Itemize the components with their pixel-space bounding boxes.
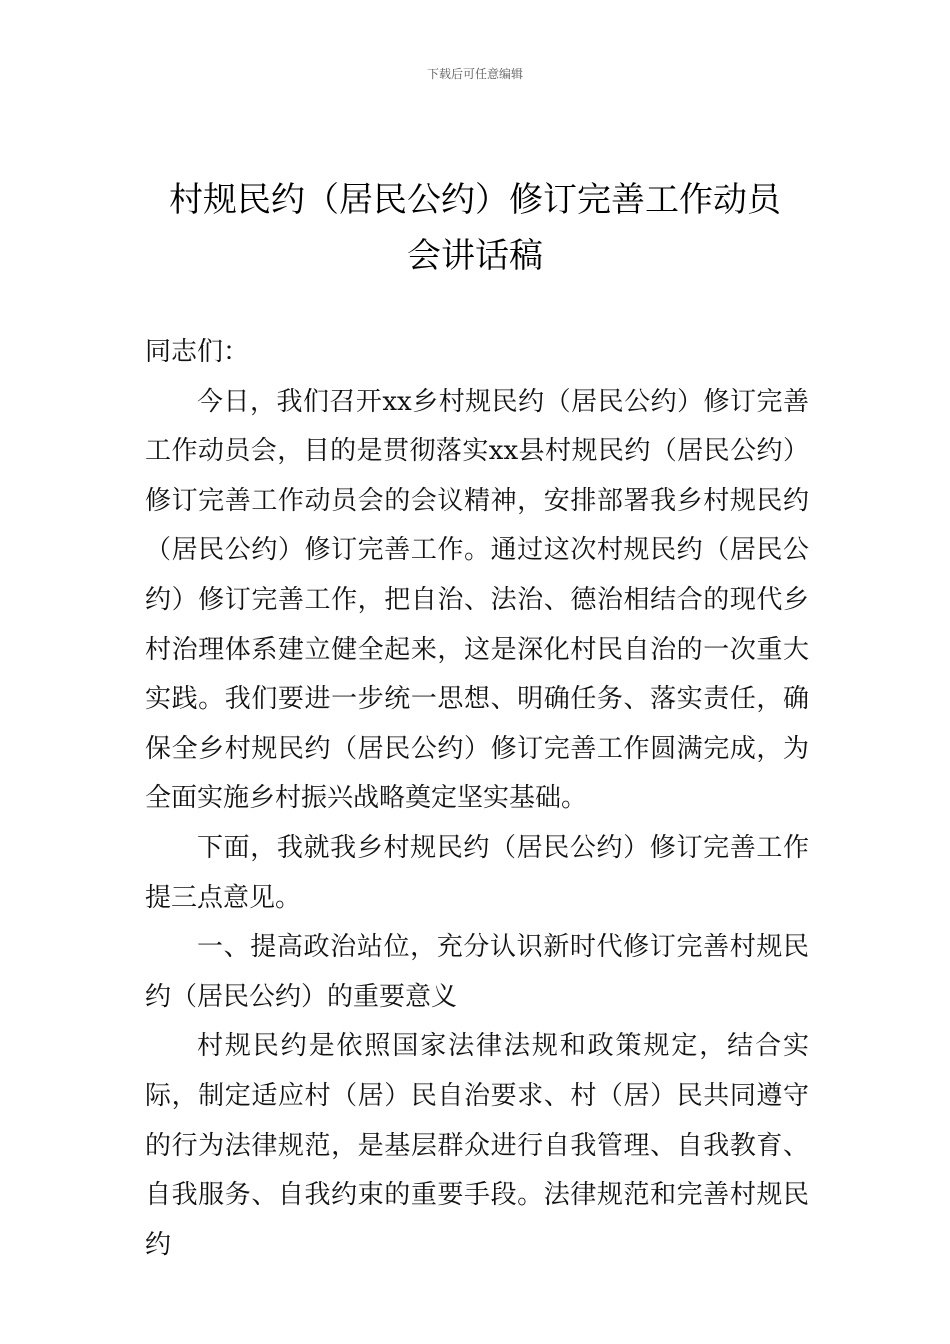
paragraph-2: 下面，我就我乡村规民约（居民公约）修订完善工作提三点意见。 (145, 832, 809, 913)
paragraph-1: 今日，我们召开xx乡村规民约（居民公约）修订完善工作动员会，目的是贯彻落实xx县村规民约（居民公约）修订完善工作动员会的会议精神，安排部署我乡村规民约（居民公约）修订完善工作。通过这次村规民约（居民公约）修订完善工作，把自治、法治、德治相结合的现代乡村治理体系建立健全起来，这是深化村民自治的一次重大实践。我们要进一步统一思想、明确任务、落实责任，确保全乡村规民约（居民公约）修订完善工作圆满完成，为全面实施乡村振兴战略奠定坚实基础。 (145, 386, 809, 814)
section-heading-1: 一、提高政治站位，充分认识新时代修订完善村规民约（居民公约）的重要意义 (145, 932, 809, 1012)
document-title (120, 172, 830, 284)
title-line-2: 会讲话稿 (407, 236, 543, 276)
document-body (145, 328, 809, 1270)
header-note: 下载后可任意编辑 (426, 67, 523, 81)
title-line-1: 村规民约（居民公约）修订完善工作动员 (169, 180, 781, 220)
paragraph-3: 村规民约是依照国家法律法规和政策规定，结合实际，制定适应村（居）民自治要求、村（居）民共同遵守的行为法律规范，是基层群众进行自我管理、自我教育、自我服务、自我约束的重要手段。法律规范和完善村规民约 (145, 1031, 809, 1260)
salutation: 同志们： (145, 337, 250, 367)
